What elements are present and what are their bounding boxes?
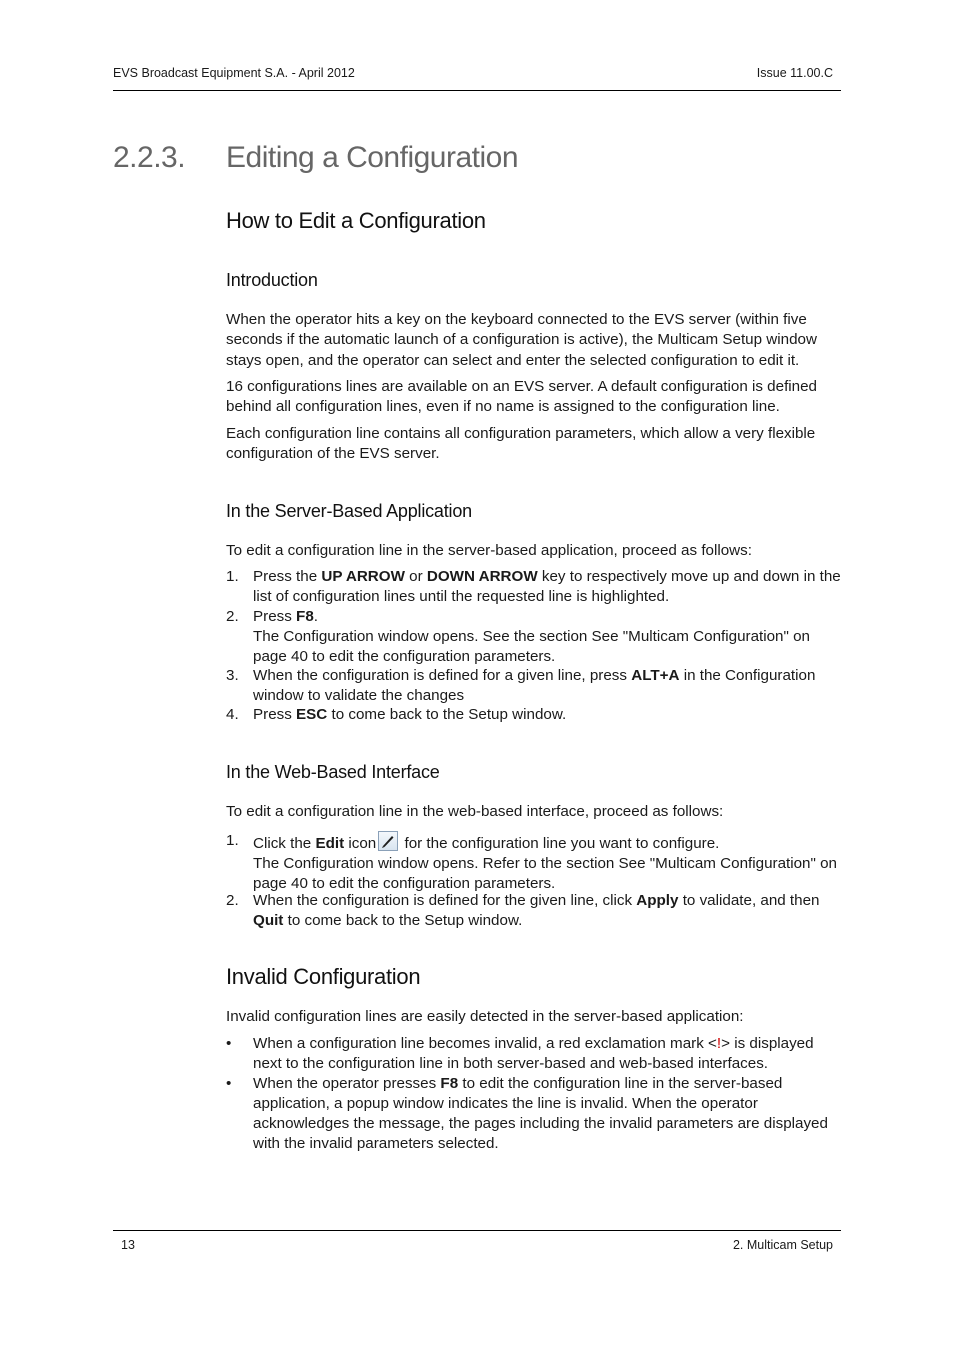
step-number: 2. bbox=[226, 892, 239, 909]
how-to-heading: How to Edit a Configuration bbox=[226, 208, 486, 233]
page-number: 13 bbox=[121, 1238, 135, 1252]
key-up-arrow: UP ARROW bbox=[321, 568, 405, 585]
server-step-1: 1. Press the UP ARROW or DOWN ARROW key to respectively move up and down in the list of configuration lines until the requested line is highlighted. bbox=[226, 568, 841, 605]
web-based-heading: In the Web-Based Interface bbox=[226, 762, 440, 782]
server-step-2: 2. Press F8. The Configuration window opens. See the section See "Multicam Configuration" on page 40 to edit the configuration parameters. bbox=[226, 608, 811, 665]
intro-paragraph-3: Each configuration line contains all configuration parameters, which allow a very flexible configuration of the EVS server. bbox=[226, 425, 816, 463]
web-step-1: 1. Click the Edit icon for the configuration line you want to configure. The Configuration window opens. Refer to the section See "Multicam Configuration" on page 40 to edit the configuration parameters. bbox=[226, 832, 838, 892]
intro-paragraph-1: When the operator hits a key on the keyboard connected to the EVS server (within five seconds if the automatic launch of a configuration is active), the Multicam Setup window stays open, and the operator can select and enter the selected configuration to edit it. bbox=[226, 311, 817, 369]
key-alt-a: ALT+A bbox=[631, 667, 680, 684]
pencil-edit-icon bbox=[378, 831, 398, 851]
step-number: 4. bbox=[226, 706, 239, 723]
step-number: 3. bbox=[226, 667, 239, 684]
invalid-bullet-1: • When a configuration line becomes invalid, a red exclamation mark <!> is displayed next to the configuration line in both server-based and web-based interfaces. bbox=[226, 1035, 814, 1072]
footer-rule bbox=[113, 1230, 841, 1231]
web-step-2: 2. When the configuration is defined for the given line, click Apply to validate, and then Quit to come back to the Setup window. bbox=[226, 892, 820, 929]
key-down-arrow: DOWN ARROW bbox=[426, 568, 538, 585]
chapter-title: 2. Multicam Setup bbox=[732, 1238, 833, 1252]
red-exclamation-mark: ! bbox=[716, 1035, 722, 1052]
key-f8: F8 bbox=[296, 608, 314, 625]
server-intro: To edit a configuration line in the server-based application, proceed as follows: bbox=[226, 542, 752, 559]
quit-label: Quit bbox=[253, 912, 284, 929]
header-right: Issue 11.00.C bbox=[756, 66, 833, 80]
invalid-intro: Invalid configuration lines are easily detected in the server-based application: bbox=[226, 1008, 744, 1025]
step-number: 1. bbox=[226, 568, 239, 585]
web-intro: To edit a configuration line in the web-based interface, proceed as follows: bbox=[226, 803, 724, 820]
server-step-3: 3. When the configuration is defined for a given line, press ALT+A in the Configuration window to validate the changes bbox=[226, 667, 816, 704]
introduction-heading: Introduction bbox=[226, 270, 318, 290]
invalid-configuration-heading: Invalid Configuration bbox=[226, 964, 421, 989]
header-left: EVS Broadcast Equipment S.A. - April 2012 bbox=[113, 66, 355, 80]
header-rule bbox=[113, 90, 841, 91]
bullet-mark: • bbox=[226, 1075, 232, 1092]
bullet-mark: • bbox=[226, 1035, 232, 1052]
key-esc: ESC bbox=[296, 706, 328, 723]
step-number: 2. bbox=[226, 608, 239, 625]
server-based-heading: In the Server-Based Application bbox=[226, 501, 472, 521]
key-f8: F8 bbox=[440, 1075, 459, 1092]
section-title: Editing a Configuration bbox=[226, 141, 519, 174]
apply-label: Apply bbox=[636, 892, 679, 909]
intro-paragraph-2: 16 configurations lines are available on an EVS server. A default configuration is defined behind all configuration lines, even if no name is assigned to the configuration line. bbox=[226, 378, 818, 416]
invalid-bullet-2: • When the operator presses F8 to edit the configuration line in the server-based application, a popup window indicates the line is invalid. When the operator acknowledges the message, the pages including the invalid parameters are displayed with the invalid parameters selected. bbox=[226, 1075, 828, 1152]
server-step-4: 4. Press ESC to come back to the Setup window. bbox=[226, 706, 567, 723]
section-number: 2.2.3. bbox=[113, 141, 186, 174]
edit-label: Edit bbox=[315, 835, 345, 852]
step-number: 1. bbox=[226, 832, 239, 849]
